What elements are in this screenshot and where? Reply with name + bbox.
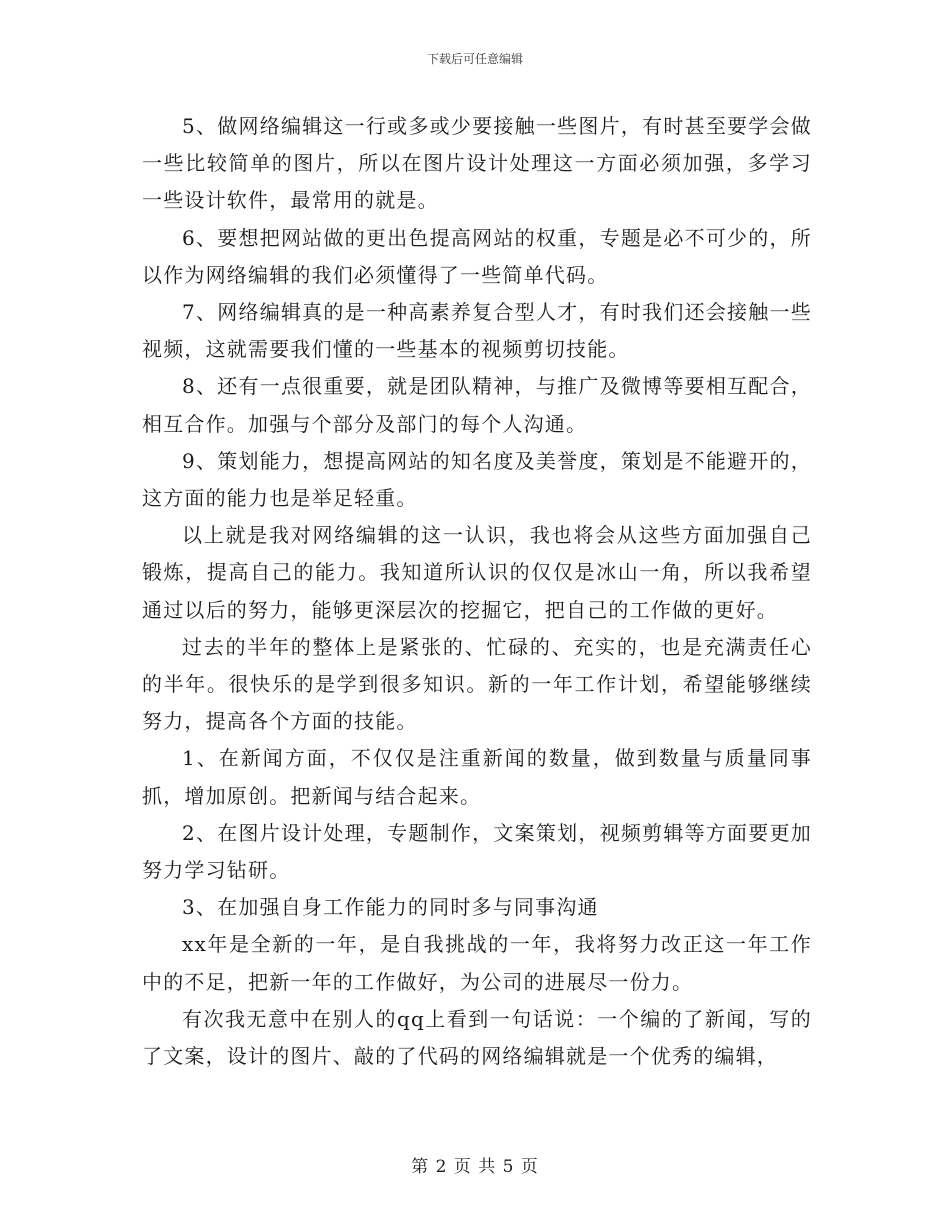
paragraph: 以上就是我对网络编辑的这一认识，我也将会从这些方面加强自己锻炼，提高自己的能力。我知道所认识的仅仅是冰山一角，所以我希望通过以后的努力，能够更深层次的挖掘它，把自己的工作做的更好。 (142, 523, 812, 622)
document-body (142, 108, 812, 1075)
paragraph: 1、在新闻方面，不仅仅是注重新闻的数量，做到数量与质量同事抓，增加原创。把新闻与结合起来。 (142, 746, 812, 808)
paragraph: 5、做网络编辑这一行或多或少要接触一些图片，有时甚至要学会做一些比较简单的图片，所以在图片设计处理这一方面必须加强，多学习一些设计软件，最常用的就是。 (142, 114, 812, 213)
paragraph: 9、策划能力，想提高网站的知名度及美誉度，策划是不能避开的，这方面的能力也是举足轻重。 (142, 448, 812, 511)
paragraph: 8、还有一点很重要，就是团队精神，与推广及微博等要相互配合，相互合作。加强与个部分及部门的每个人沟通。 (142, 374, 812, 436)
paragraph: 过去的半年的整体上是紧张的、忙碌的、充实的，也是充满责任心的半年。很快乐的是学到很多知识。新的一年工作计划，希望能够继续努力，提高各个方面的技能。 (142, 634, 812, 734)
paragraph: 2、在图片设计处理，专题制作，文案策划，视频剪辑等方面要更加努力学习钻研。 (142, 820, 812, 883)
paragraph: 6、要想把网站做的更出色提高网站的权重，专题是必不可少的，所以作为网络编辑的我们必须懂得了一些简单代码。 (142, 225, 812, 287)
paragraph: 3、在加强自身工作能力的同时多与同事沟通 (182, 895, 599, 920)
page-header: 下载后可任意编辑 (426, 52, 523, 66)
paragraph: xx年是全新的一年，是自我挑战的一年，我将努力改正这一年工作中的不足，把新一年的工作做好，为公司的进展尽一份力。 (142, 932, 812, 994)
paragraph: 有次我无意中在别人的qq上看到一句话说：一个编的了新闻，写的了文案，设计的图片、敲的了代码的网络编辑就是一个优秀的编辑， (142, 1006, 812, 1069)
paragraph: 7、网络编辑真的是一种高素养复合型人才，有时我们还会接触一些视频，这就需要我们懂的一些基本的视频剪切技能。 (142, 300, 812, 362)
page-number-footer: 第 2 页 共 5 页 (411, 1157, 539, 1177)
